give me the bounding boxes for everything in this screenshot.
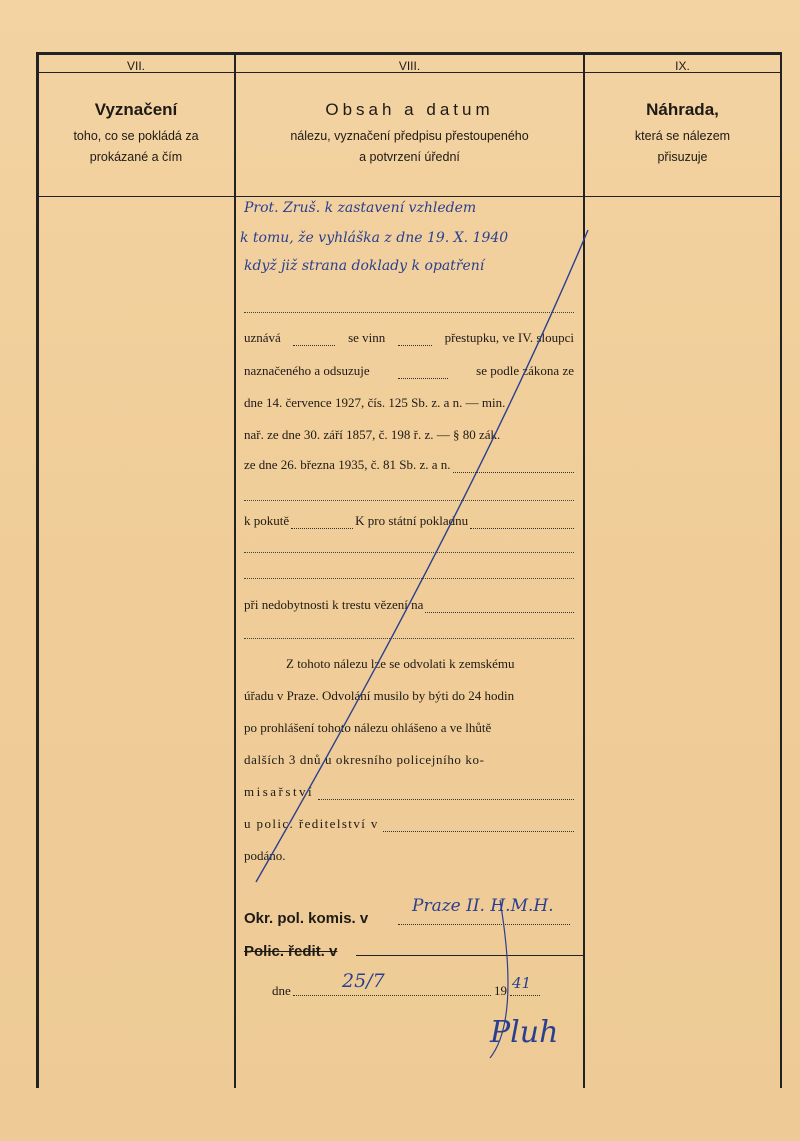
blank-line (244, 552, 574, 553)
official-signature: Pluh (490, 1015, 559, 1050)
appeal-line-6 (244, 816, 574, 832)
date-fill-line (293, 995, 491, 996)
directorate-label: Polic. ředit. v (244, 943, 338, 960)
appeal-text-1: Z tohoto nálezu lze se odvolati k zemskému (286, 656, 515, 671)
dotted-fill (453, 457, 575, 473)
appeal-text-2: úřadu v Praze. Odvolání musilo by býti do 24 hodin (244, 688, 515, 703)
dotted-fill (291, 513, 353, 529)
directorate-strike-line (356, 955, 584, 956)
office-label: Okr. pol. komis. v (244, 910, 369, 927)
dotted-fill (383, 816, 574, 832)
col-divider-1 (234, 52, 236, 1088)
date-handwritten: 25/7 (342, 970, 385, 992)
appeal-line-5 (244, 784, 574, 800)
district-police-office (244, 910, 368, 927)
prison-label: při nedobytnosti k trestu vězení na (244, 597, 424, 612)
col-ix-subtitle-line-1: která se nálezem (634, 129, 731, 143)
appeal-text-3: po prohlášení tohoto nálezu ohlášeno a ve lhůtě (244, 720, 492, 735)
appeal-line-7 (244, 848, 574, 864)
col-divider-2 (583, 52, 585, 1088)
col-vii-subtitle-line-2: prokázané a čím (89, 150, 183, 164)
handwritten-line-1: Prot. Zruš. k zastavení vzhledem (244, 200, 477, 216)
verdict-row-5 (244, 457, 574, 473)
appeal-line-2 (244, 688, 574, 704)
dotted-fill (470, 513, 574, 529)
col-vii-subtitle-line-1: toho, co se pokládá za (73, 129, 199, 143)
law-1935: ze dne 26. března 1935, č. 81 Sb. z. a n. (244, 457, 451, 472)
date-label: dne (272, 983, 291, 998)
verdict-row-1 (244, 330, 574, 346)
verdict-row-3 (244, 395, 574, 411)
handwritten-line-3: když již strana doklady k opatření (244, 258, 485, 274)
dotted-fill (293, 330, 335, 346)
col-ix-subtitle-line-2: přisuzuje (657, 150, 708, 164)
col-vii-subtitle (38, 126, 234, 168)
col-viii-subtitle-line-1: nálezu, vyznačení předpisu přestoupeného (290, 129, 529, 143)
verdict-zakona: se podle zákona ze (476, 363, 574, 378)
appeal-text-4: dalších 3 dnů u okresního policejního ko- (244, 752, 485, 767)
blank-line (244, 500, 574, 501)
top-border (36, 52, 781, 55)
appeal-line-4 (244, 752, 574, 768)
left-border (36, 52, 39, 1088)
law-1857: nař. ze dne 30. září 1857, č. 198 ř. z. — § 80 zák. (244, 427, 501, 442)
col-vii-number: VII. (126, 59, 145, 73)
year-handwritten: 41 (512, 974, 532, 992)
dotted-fill (425, 597, 574, 613)
appeal-text-6: u polic. ředitelství v (244, 816, 379, 831)
verdict-prestupku: přestupku, ve IV. sloupci (444, 330, 574, 345)
appeal-line-1 (244, 656, 574, 672)
verdict-odsuzuje: naznačeného a odsuzuje (244, 363, 370, 378)
col-ix-number: IX. (675, 59, 690, 73)
fine-row (244, 513, 574, 529)
blank-line (244, 638, 574, 639)
verdict-se-vinn: se vinn (348, 330, 386, 345)
col-viii-number: VIII. (398, 59, 421, 73)
blank-line (244, 578, 574, 579)
appeal-text-7: podáno. (244, 848, 286, 863)
prison-row (244, 597, 574, 613)
col-ix-title: Náhrada, (646, 100, 719, 119)
law-1927: dne 14. července 1927, čís. 125 Sb. z. a n. — min. (244, 395, 506, 410)
police-directorate (244, 943, 337, 960)
col-viii-subtitle-line-2: a potvrzení úřední (359, 150, 460, 164)
col-vii-title: Vyznačení (94, 100, 178, 119)
verdict-row-2 (244, 363, 574, 379)
dotted-fill (318, 784, 574, 800)
col-viii-subtitle (236, 126, 583, 168)
col-ix-subtitle (585, 126, 780, 168)
year-label: 19 (494, 983, 507, 998)
year-fill-line (510, 995, 540, 996)
office-place-handwritten: Praze II. H.M.H. (412, 896, 554, 916)
handwritten-line-2: k tomu, že vyhláška z dne 19. X. 1940 (240, 230, 509, 246)
appeal-text-5: misařství (244, 784, 315, 799)
fine-label: k pokutě (244, 513, 290, 528)
col-viii-title: Obsah a datum (325, 100, 494, 119)
dotted-fill (398, 330, 432, 346)
blank-line (244, 312, 574, 313)
right-border (780, 52, 782, 1088)
verdict-row-4 (244, 427, 574, 443)
appeal-line-3 (244, 720, 574, 736)
dotted-fill (398, 363, 448, 379)
header-divider (36, 196, 781, 197)
office-fill-line (398, 924, 570, 925)
verdict-uznava: uznává (244, 330, 281, 345)
fine-state-treasury: K pro státní pokladnu (355, 513, 469, 528)
